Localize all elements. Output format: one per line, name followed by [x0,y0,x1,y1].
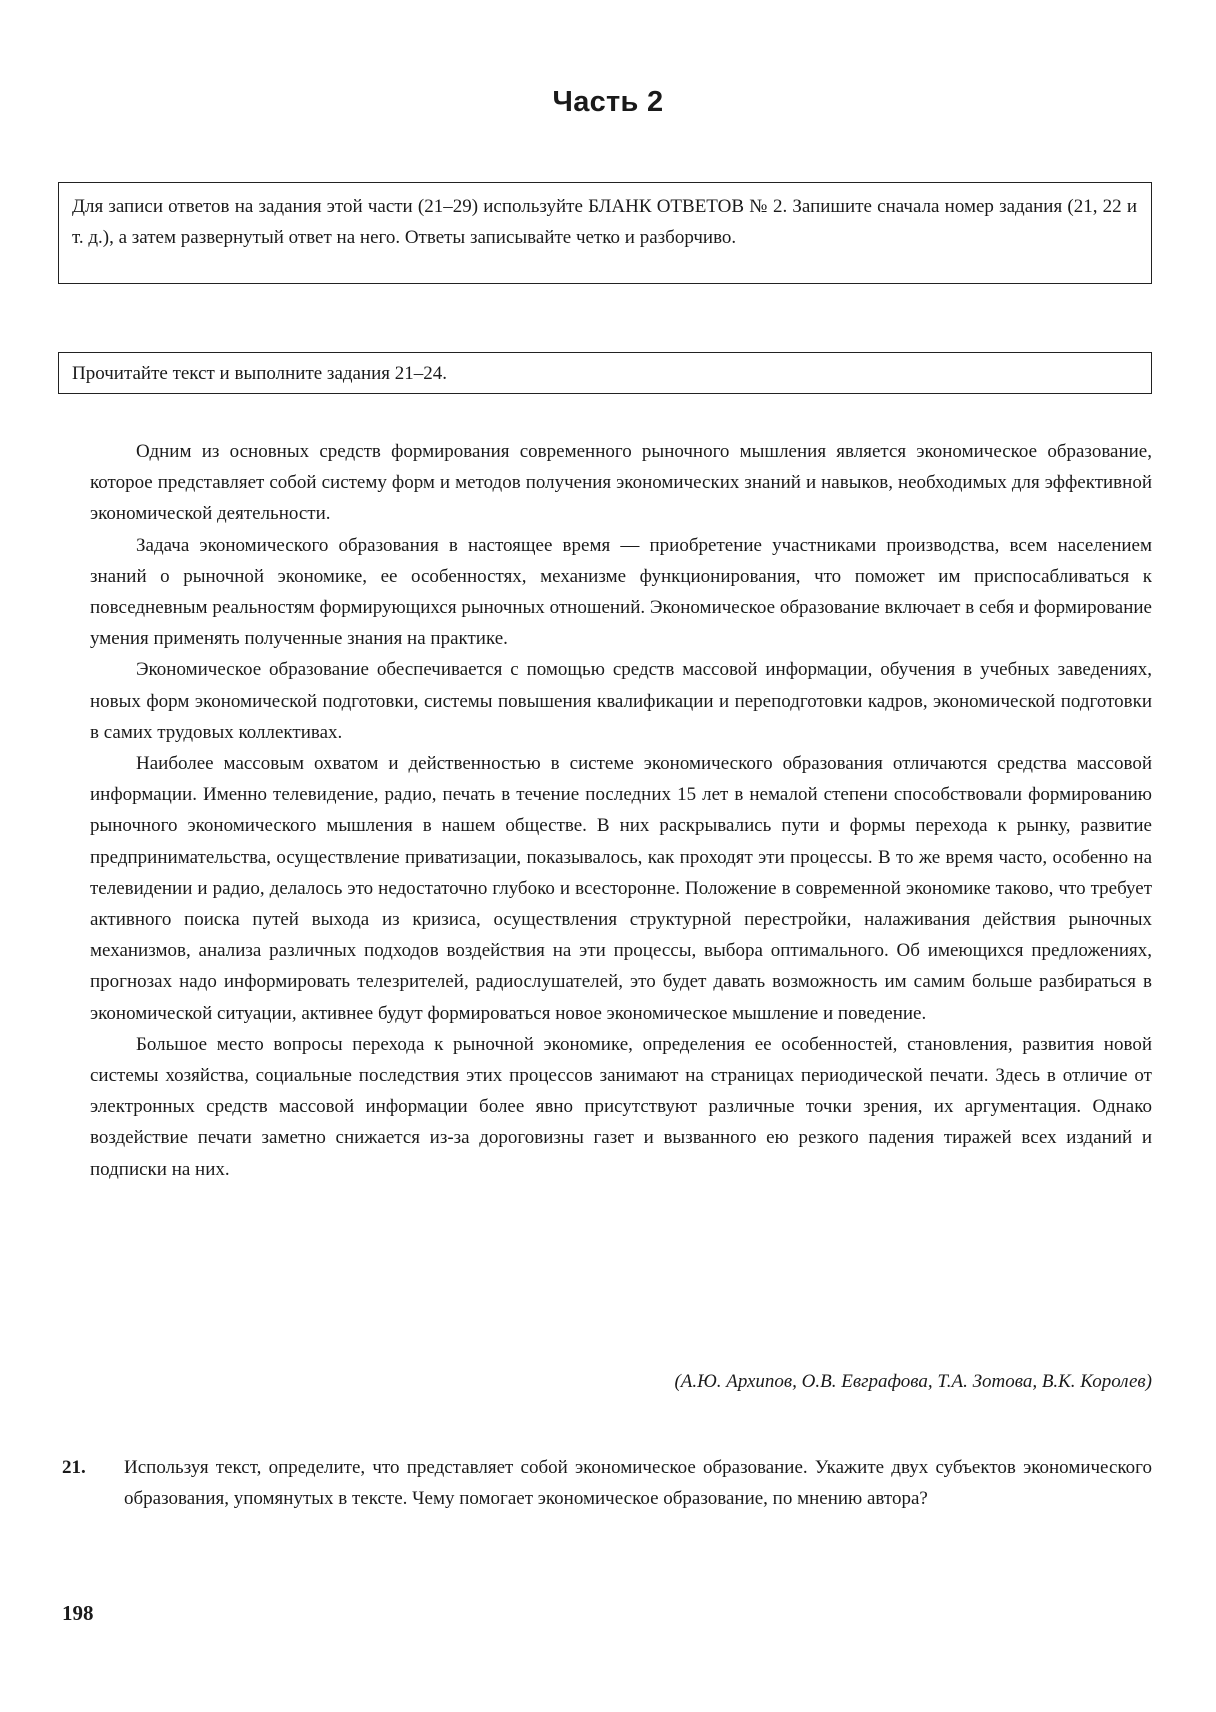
question-text: Используя текст, определите, что представляет собой экономическое образование. Укажите двух субъектов экономического образования, упомянутых в тексте. Чему помогает экономическое образование, по мнению автора? [124,1457,1152,1509]
reading-passage [90,436,1152,1185]
instructions-text: Для записи ответов на задания этой части (21–29) используйте БЛАНК ОТВЕТОВ № 2. Запишите сначала номер задания (21, 22 и т. д.), а затем развернутый ответ на него. Ответы записывайте четко и разборчиво. [72,196,1137,248]
passage-citation: (А.Ю. Архипов, О.В. Евграфова, Т.А. Зотова, В.К. Королев) [674,1371,1152,1392]
passage-paragraph: Экономическое образование обеспечивается с помощью средств массовой информации, обучения в учебных заведениях, новых форм экономической подготовки, системы повышения квалификации и переподготовки кадров, экономической подготовки в самих трудовых коллективах. [90,659,1152,743]
question-number: 21. [62,1457,86,1478]
page-title: Часть 2 [552,86,664,118]
instructions-box [58,182,1152,284]
passage-paragraph: Наиболее массовым охватом и действенностью в системе экономического образования отличаются средства массовой информации. Именно телевидение, радио, печать в течение последних 15 лет в немалой степени способствовали формированию рыночного экономического мышления в нашем обществе. В них раскрывались пути и формы перехода к рынку, развитие предпринимательства, осуществление приватизации, показывалось, как проходят эти процессы. В то же время часто, особенно на телевидении и радио, делалось это недостаточно глубоко и всесторонне. Положение в современной экономике таково, что требует активного поиска путей выхода из кризиса, осуществления структурной перестройки, налаживания действия рыночных механизмов, анализа различных подходов воздействия на эти процессы, выбора оптимального. Об имеющихся предложениях, прогнозах надо информировать телезрителей, радиослушателей, это будет давать возможность им самим больше разбираться в экономической ситуации, активнее будут формироваться новое экономическое мышление и поведение. [90,753,1152,1024]
passage-paragraph: Большое место вопросы перехода к рыночной экономике, определения ее особенностей, становления, развития новой системы хозяйства, социальные последствия этих процессов занимают на страницах периодической печати. Здесь в отличие от электронных средств массовой информации более явно присутствуют различные точки зрения, их аргументация. Однако воздействие печати заметно снижается из-за дороговизны газет и вызванного ею резкого падения тиражей всех изданий и подписки на них. [90,1033,1152,1180]
task-intro-box [58,352,1152,394]
task-intro-text: Прочитайте текст и выполните задания 21–24. [72,363,448,384]
question-21 [62,1452,1152,1514]
page-number: 198 [62,1601,94,1625]
passage-paragraph: Задача экономического образования в настоящее время — приобретение участниками производства, всем населением знаний о рыночной экономике, ее особенностях, механизме функционирования, что поможет им приспосабливаться к повседневным реальностям формирующихся рыночных отношений. Экономическое образование включает в себя и формирование умения применять полученные знания на практике. [90,534,1152,650]
passage-paragraph: Одним из основных средств формирования современного рыночного мышления является экономическое образование, которое представляет собой систему форм и методов получения экономических знаний и навыков, необходимых для эффективной экономической деятельности. [90,441,1152,525]
